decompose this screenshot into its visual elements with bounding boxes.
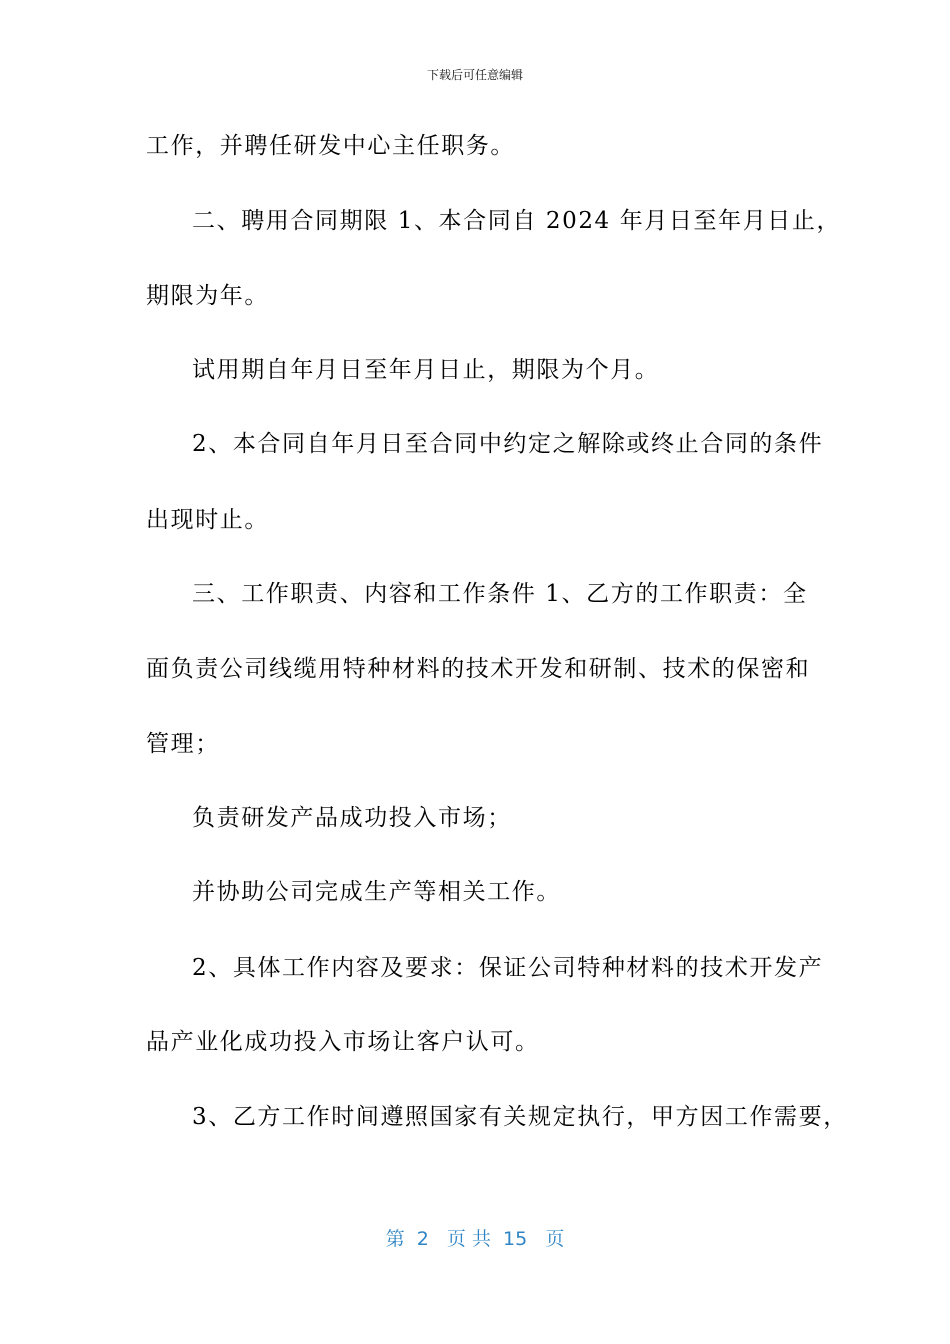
body-line: 2、本合同自年月日至合同中约定之解除或终止合同的条件 xyxy=(192,431,824,457)
body-line: 期限为年。 xyxy=(146,283,269,309)
body-line: 3、乙方工作时间遵照国家有关规定执行，甲方因工作需要， xyxy=(192,1104,848,1130)
body-line: 二、聘用合同期限 1、本合同自 2024 年月日至年月日止， xyxy=(192,208,842,234)
body-line: 出现时止。 xyxy=(146,507,269,533)
body-line: 试用期自年月日至年月日止，期限为个月。 xyxy=(192,357,660,383)
body-line: 工作，并聘任研发中心主任职务。 xyxy=(146,133,515,159)
body-line: 三、工作职责、内容和工作条件 1、乙方的工作职责：全 xyxy=(192,581,808,607)
body-line: 管理； xyxy=(146,731,220,757)
body-line: 品产业化成功投入市场让客户认可。 xyxy=(146,1029,540,1055)
body-line: 负责研发产品成功投入市场； xyxy=(192,805,512,831)
body-line: 面负责公司线缆用特种材料的技术开发和研制、技术的保密和 xyxy=(146,656,811,682)
body-line: 并协助公司完成生产等相关工作。 xyxy=(192,879,561,905)
page-number-footer: 第 2 页 共 15 页 xyxy=(385,1228,565,1250)
body-line: 2、具体工作内容及要求：保证公司特种材料的技术开发产 xyxy=(192,955,824,981)
page-header-note: 下载后可任意编辑 xyxy=(426,68,523,82)
